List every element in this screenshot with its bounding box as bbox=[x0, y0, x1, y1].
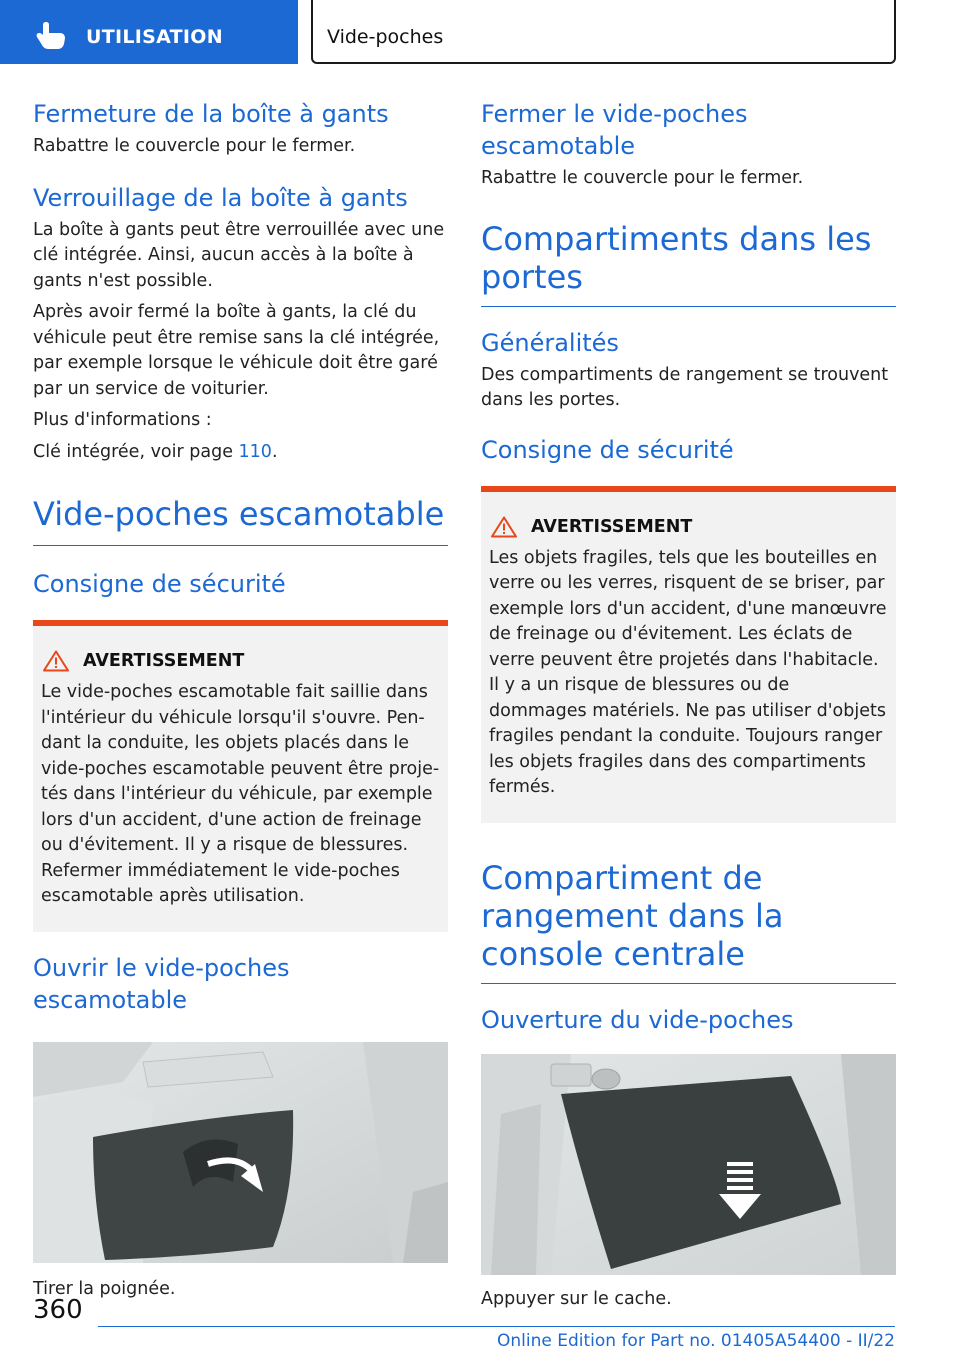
warning-box bbox=[33, 620, 448, 932]
warning-box bbox=[481, 486, 896, 823]
heading-rule bbox=[33, 545, 448, 546]
warning-body: Les objets fragiles, tels que les bouteilles en verre ou les verres, risquent de se briser, par exemple lors d'un accident, d'une manœuvre de freinage ou d'évitement. Les éclats de verre peuvent être projetés dans l'habitacle. Il y a un risque de blessures ou de dommages matériels. Ne pas utiliser d'objets fragiles pendant la conduite. Toujours ranger les objets fragiles dans des compartiments fermés. bbox=[489, 547, 887, 797]
section-tab bbox=[0, 0, 298, 64]
right-column bbox=[481, 98, 896, 1312]
heading-fermeture-boite: Fermeture de la boîte à gants bbox=[33, 100, 389, 128]
page-link-110[interactable]: 110 bbox=[238, 441, 272, 462]
cle-period: . bbox=[271, 441, 278, 462]
text-cle-integree bbox=[33, 440, 448, 466]
text-fermer-vide-poches: Rabattre le couvercle pour le fermer. bbox=[481, 168, 804, 188]
heading-vide-poches-escamotable: Vide-poches escamotable bbox=[33, 495, 445, 533]
heading-rule bbox=[481, 306, 896, 307]
warning-triangle-icon bbox=[43, 650, 69, 672]
text-verrouillage-2: Après avoir fermé la boîte à gants, la clé du véhicule peut être remise sans la clé intégrée, par exemple lorsque le véhicule doit être garé par un service de voiturier. bbox=[33, 302, 440, 399]
heading-compartiments-portes: Compartiments dans les portes bbox=[481, 219, 872, 296]
chapter-title: Vide-poches bbox=[327, 26, 444, 48]
figure-tirer-poignee bbox=[33, 1042, 448, 1263]
page-number: 360 bbox=[33, 1295, 83, 1325]
text-generalites: Des compartiments de rangement se trouvent dans les portes. bbox=[481, 364, 889, 410]
illustration-console bbox=[481, 1054, 896, 1275]
warning-title bbox=[41, 650, 440, 672]
footer-rule bbox=[98, 1326, 895, 1327]
heading-ouvrir-vide-poches: Ouvrir le vide-poches escamotable bbox=[33, 953, 290, 1014]
section-title: UTILISATION bbox=[86, 26, 223, 48]
warning-title-text: AVERTISSEMENT bbox=[83, 651, 245, 671]
heading-rule bbox=[481, 983, 896, 984]
heading-verrouillage: Verrouillage de la boîte à gants bbox=[33, 183, 408, 212]
heading-generalites: Généralités bbox=[481, 328, 619, 357]
footer-edition: Online Edition for Part no. 01405A54400 - II/22 bbox=[496, 1331, 895, 1351]
hand-pointer-icon bbox=[34, 20, 70, 50]
cle-label: Clé intégrée, voir page bbox=[33, 441, 239, 462]
chapter-box bbox=[311, 0, 896, 64]
caption-appuyer-cache: Appuyer sur le cache. bbox=[481, 1288, 672, 1309]
figure-appuyer-cache bbox=[481, 1054, 896, 1275]
heading-consigne-securite: Consigne de sécurité bbox=[33, 570, 286, 598]
warning-triangle-icon bbox=[491, 516, 517, 538]
heading-compartiment-console: Compartiment de rangement dans la console centrale bbox=[481, 858, 784, 973]
text-verrouillage-1: La boîte à gants peut être verrouillée avec une clé intégrée. Ainsi, aucun accès à la boîte à gants n'est possible. bbox=[33, 219, 445, 291]
text-plus-informations: Plus d'informations : bbox=[33, 410, 212, 430]
warning-title bbox=[489, 516, 888, 538]
heading-fermer-vide-poches: Fermer le vide-poches escamotable bbox=[481, 100, 748, 160]
left-column bbox=[33, 98, 448, 1302]
heading-ouverture-vide-poches: Ouverture du vide-poches bbox=[481, 1005, 794, 1034]
text-fermeture-boite: Rabattre le couvercle pour le fermer. bbox=[33, 136, 356, 156]
heading-consigne-securite: Consigne de sécurité bbox=[481, 435, 734, 464]
illustration-glovebox bbox=[33, 1042, 448, 1263]
caption-tirer-poignee: Tirer la poignée. bbox=[33, 1278, 176, 1299]
warning-title-text: AVERTISSEMENT bbox=[531, 516, 693, 537]
warning-body: Le vide-poches escamotable fait saillie dans l'intérieur du véhicule lorsqu'il s'ouvre. Pendant la conduite, les objets placés dans le vide-poches escamotable peuvent être projetés dans l'intérieur du véhicule, par exemple lors d'un accident, d'une action de freinage ou d'évitement. Il y a risque de blessures. Refermer immédiatement le vide-poches escamotable après utilisation. bbox=[41, 682, 440, 906]
